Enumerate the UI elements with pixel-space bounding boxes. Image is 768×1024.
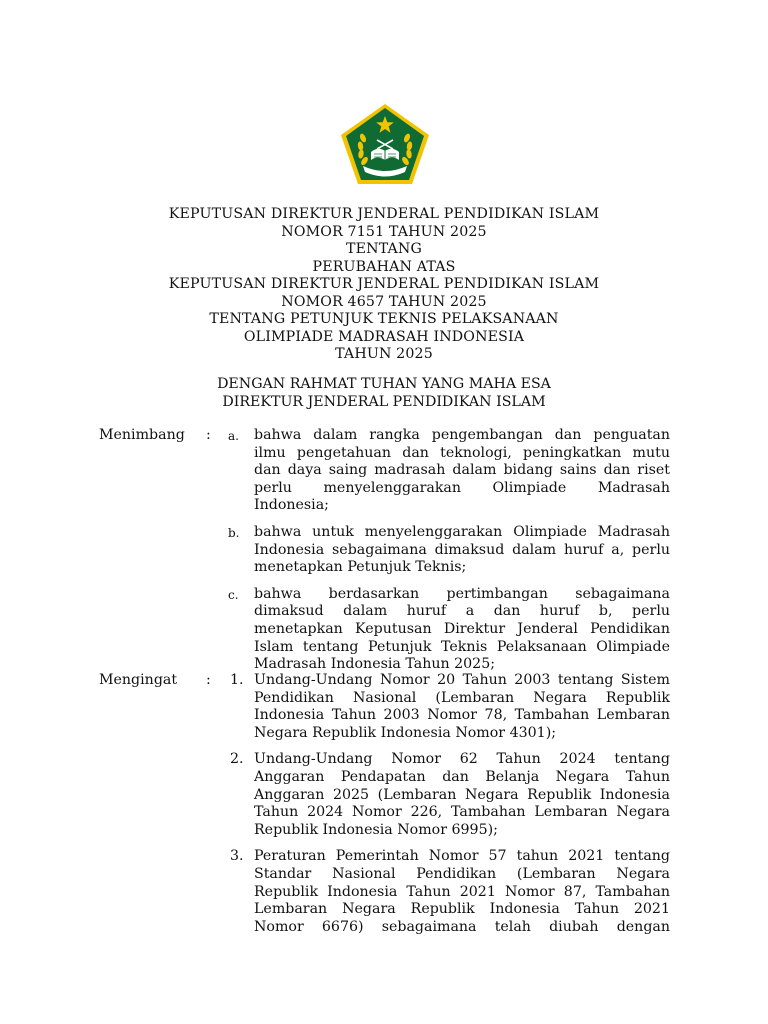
text-line: Nomor 6676) sebagaimana telah diubah dengan — [254, 918, 670, 935]
text-line: bahwa untuk menyelenggarakan Olimpiade Madrasah — [254, 523, 670, 540]
legal-basis-item — [0, 672, 768, 742]
text-line: menetapkan Petunjuk Teknis; — [254, 559, 467, 576]
title-line: TAHUN 2025 — [335, 346, 433, 362]
title-line: TENTANG — [346, 241, 422, 257]
item-text — [254, 672, 670, 742]
item-text — [254, 848, 670, 936]
consideration-item — [0, 427, 768, 515]
item-text — [254, 427, 670, 515]
title-line: NOMOR 7151 TAHUN 2025 — [281, 223, 487, 240]
title-line: TENTANG PETUNJUK TEKNIS PELAKSANAAN — [209, 311, 559, 327]
legal-basis-item — [0, 848, 768, 936]
item-marker: 1. — [230, 672, 244, 688]
text-line: Republik Indonesia Tahun 2021 Nomor 87, Tambahan — [254, 883, 670, 900]
item-marker: a. — [228, 429, 239, 443]
consideration-item — [0, 524, 768, 577]
section-label: Mengingat — [99, 672, 178, 688]
text-line: Anggaran 2025 (Lembaran Negara Republik Indonesia — [254, 786, 670, 803]
menimbang-section — [0, 427, 768, 674]
text-line: Standar Nasional Pendidikan (Lembaran Negara — [254, 865, 670, 882]
item-text — [254, 524, 670, 577]
decree-title — [0, 206, 768, 364]
text-line: Islam tentang Petunjuk Teknis Pelaksanaan Olimpiade — [254, 638, 670, 655]
ministry-emblem-logo — [339, 102, 431, 186]
item-text — [254, 751, 670, 839]
section-colon: : — [206, 427, 211, 443]
text-line: bahwa dalam rangka pengembangan dan penguatan — [254, 427, 670, 443]
item-marker: b. — [228, 525, 240, 540]
text-line: Pendidikan Nasional (Lembaran Negara Republik — [254, 689, 670, 706]
text-line: Lembaran Negara Republik Indonesia Tahun 2021 — [254, 901, 670, 918]
text-line: Undang-Undang Nomor 62 Tahun 2024 tentang — [254, 751, 670, 768]
legal-basis-item — [0, 751, 768, 839]
consideration-item — [0, 586, 768, 674]
title-line: NOMOR 4657 TAHUN 2025 — [281, 293, 487, 310]
text-line: bahwa berdasarkan pertimbangan sebagaimana — [254, 585, 670, 602]
text-line: Madrasah Indonesia Tahun 2025; — [254, 656, 496, 673]
text-line: Peraturan Pemerintah Nomor 57 tahun 2021 tentang — [254, 848, 670, 865]
text-line: Republik Indonesia Nomor 6995); — [254, 821, 498, 838]
text-line: menetapkan Keputusan Direktur Jenderal Pendidikan — [254, 620, 670, 637]
text-line: Undang-Undang Nomor 20 Tahun 2003 tentang Sistem — [254, 672, 670, 688]
section-colon: : — [206, 672, 211, 688]
title-line: KEPUTUSAN DIREKTUR JENDERAL PENDIDIKAN ISLAM — [168, 276, 600, 292]
text-line: Tahun 2024 Nomor 226, Tambahan Lembaran Negara — [254, 804, 670, 821]
text-line: perlu menyelenggarakan Olimpiade Madrasah — [254, 479, 670, 496]
title-line: PERUBAHAN ATAS — [312, 258, 456, 275]
opening-line: DIREKTUR JENDERAL PENDIDIKAN ISLAM — [222, 393, 546, 410]
item-text — [254, 586, 670, 674]
text-line: Negara Republik Indonesia Nomor 4301); — [254, 724, 557, 741]
text-line: dan daya saing madrasah dalam bidang sains dan riset — [254, 462, 670, 479]
opening-line: DENGAN RAHMAT TUHAN YANG MAHA ESA — [217, 376, 551, 392]
section-label: Menimbang — [99, 427, 185, 443]
text-line: Indonesia Tahun 2003 Nomor 78, Tambahan Lembaran — [254, 707, 670, 724]
item-marker: 2. — [230, 751, 244, 768]
text-line: ilmu pengetahuan dan teknologi, peningkatkan mutu — [254, 444, 670, 461]
text-line: Anggaran Pendapatan dan Belanja Negara Tahun — [254, 768, 670, 785]
title-line: KEPUTUSAN DIREKTUR JENDERAL PENDIDIKAN ISLAM — [168, 206, 600, 222]
item-marker: c. — [228, 587, 239, 602]
mengingat-section — [0, 672, 768, 936]
text-line: dimaksud dalam huruf a dan huruf b, perlu — [254, 603, 670, 620]
title-line: OLIMPIADE MADRASAH INDONESIA — [243, 328, 525, 345]
text-line: Indonesia; — [254, 497, 329, 514]
opening-invocation — [0, 376, 768, 411]
item-marker: 3. — [230, 848, 244, 865]
text-line: Indonesia sebagaimana dimaksud dalam huruf a, perlu — [254, 541, 670, 558]
